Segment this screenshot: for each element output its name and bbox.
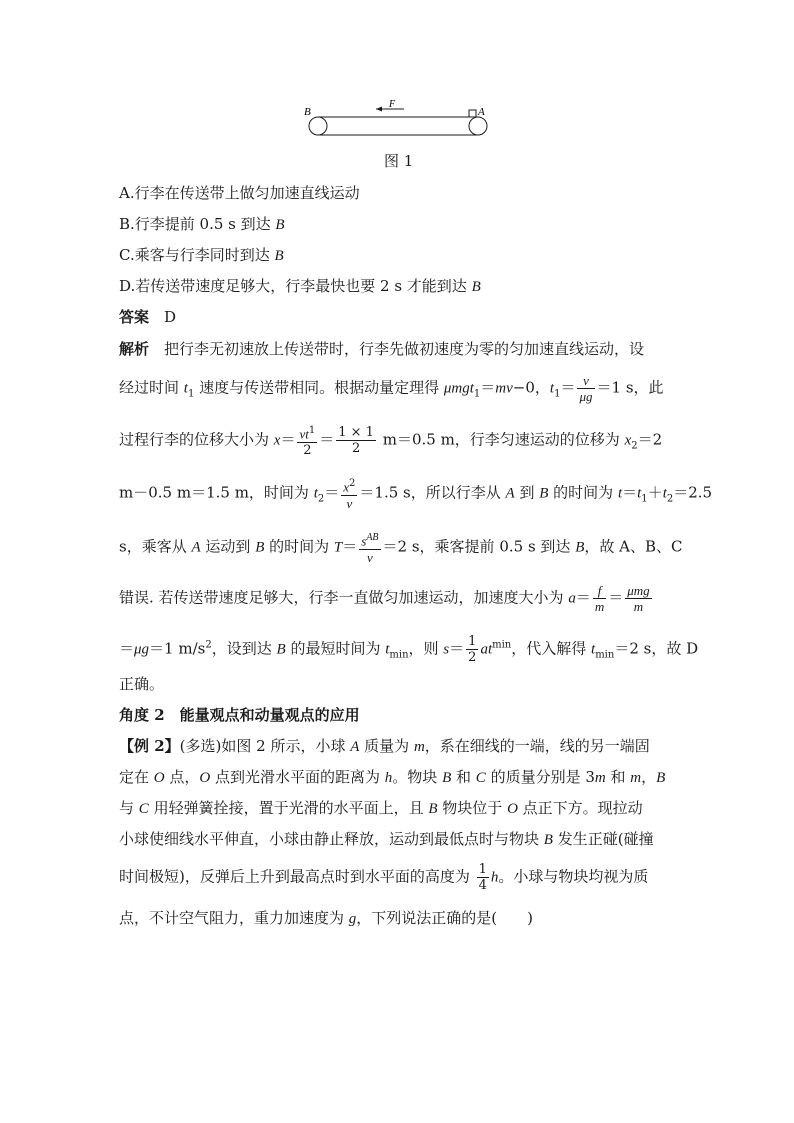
var-b: B [255, 539, 265, 556]
var-a: A [505, 485, 515, 502]
conveyor-belt-diagram [300, 98, 500, 148]
var-b: B [539, 485, 549, 502]
solution-text: 错误. 若传送带速度足够大，行李一直做匀加速运动，加速度大小为 [119, 588, 569, 607]
example-text: 和 [451, 768, 476, 786]
option-a-text: A.行李在传送带上做匀加速直线运动 [119, 184, 360, 202]
var-s: s [443, 641, 450, 658]
example-text: ，系在细线的一端，线的另一端固 [424, 737, 650, 755]
solution-line-3 [119, 423, 662, 458]
sub-1: 1 [554, 388, 561, 400]
sub-2: 2 [666, 493, 674, 505]
solution-text: −0， [512, 378, 550, 397]
solution-text: ，故 A、B、C [584, 537, 683, 556]
option-c [119, 244, 284, 265]
sub-min: min [389, 649, 409, 661]
solution-line-4 [119, 476, 712, 511]
solution-text: ＝ [449, 639, 465, 658]
option-d [119, 275, 481, 296]
example-line-3 [119, 797, 643, 818]
var-mumgt: μmgt [443, 380, 474, 397]
var-t: t [637, 485, 642, 502]
option-b-var: B [275, 217, 285, 233]
frac-den: v [341, 495, 357, 511]
solution-text: ＝2 s，乘客提前 0.5 s 到达 [382, 537, 576, 556]
option-b [119, 213, 285, 234]
var-x: x [624, 432, 632, 449]
frac-den: m [594, 599, 605, 614]
sub-min: min [595, 649, 615, 661]
solution-text: ，代入解得 [511, 639, 592, 658]
label-a: A [478, 106, 485, 118]
solution-text: ＋ [647, 483, 663, 502]
var-b: B [656, 770, 666, 786]
frac-num: f [597, 583, 602, 598]
solution-text: ＝2 [637, 430, 663, 449]
var-o: O [199, 770, 211, 786]
var-h: h [384, 770, 393, 786]
solution-text: m－0.5 m＝1.5 m，时间为 [119, 483, 314, 502]
example-text: 点， [164, 768, 200, 786]
solution-text: ＝2 s，故 D [614, 639, 699, 658]
frac-num: 1 [468, 634, 477, 649]
var-mug: μg [134, 641, 150, 658]
var-m: m [630, 770, 642, 786]
option-a [119, 182, 360, 203]
solution-text: 运动到 [200, 537, 256, 556]
solution-text: ＝ [280, 430, 296, 449]
fraction-1x1-over-2 [336, 425, 376, 456]
example-text: 点正下方。现拉动 [517, 799, 643, 817]
answer-label: 答案 [119, 308, 150, 326]
var-t: t [617, 485, 623, 502]
fraction-x2-over-v [341, 476, 357, 511]
pulley-right [469, 117, 487, 135]
fraction-sab-over-v [359, 530, 380, 565]
var-b: B [442, 770, 452, 786]
label-f: F [389, 99, 396, 110]
example-text: 物块位于 [437, 799, 508, 817]
solution-line-2 [119, 373, 664, 404]
solution-text: ＝1 m/s [149, 639, 206, 658]
solution-text: ＝ [608, 588, 624, 607]
frac-den: μg [579, 389, 593, 404]
answer-line [119, 306, 176, 327]
solution-text: s，乘客从 [119, 537, 192, 556]
var-x: x [343, 479, 350, 495]
example-text: 的质量分别是 3 [485, 768, 595, 786]
var-b: B [428, 801, 438, 817]
solution-text: ＝ [480, 378, 496, 397]
solution-text: ＝1.5 s，所以行李从 [359, 483, 506, 502]
solution-text: ＝ [575, 588, 591, 607]
fraction-half [466, 634, 478, 665]
solution-text: ＝1 s，此 [596, 378, 664, 397]
frac-num: 1 [478, 862, 487, 877]
solution-text: ＝2.5 [673, 483, 713, 502]
sub-2: 2 [631, 440, 638, 452]
frac-num: 1 × 1 [338, 425, 374, 441]
example-text: (多选)如图 2 所示，小球 [179, 737, 351, 755]
var-t: t [183, 380, 188, 397]
var-t: t [662, 485, 667, 502]
example-line-5 [119, 862, 648, 893]
option-c-text: C.乘客与行李同时到达 [119, 246, 275, 264]
var-a-lower: a [568, 590, 576, 607]
solution-text: ，设到达 [211, 639, 277, 658]
answer-value: D [164, 308, 177, 326]
example-text: 小球使细线水平伸直，小球由静止释放，运动到最低点时与物块 [119, 830, 544, 848]
solution-text: m＝0.5 m，行李匀速运动的位移为 [377, 430, 625, 449]
label-b: B [304, 106, 311, 118]
force-arrow-head [376, 107, 382, 112]
var-s: s [361, 533, 367, 549]
example-text: ，下列说法正确的是( ) [356, 909, 533, 927]
sub-1: 1 [187, 388, 195, 400]
example-text: ， [641, 768, 657, 786]
var-m: m [413, 739, 425, 755]
solution-text: 过程行李的位移大小为 [119, 430, 274, 449]
var-t: t [549, 380, 555, 397]
fraction-f-over-m [593, 583, 606, 614]
solution-text: 经过时间 [119, 378, 184, 397]
var-g: g [348, 911, 357, 927]
example-text: 。小球与物块均视为质 [498, 867, 649, 886]
frac-den: v [359, 549, 380, 565]
solution-text: 的最短时间为 [285, 639, 386, 658]
var-o: O [507, 801, 518, 817]
example-text: 时间极短)，反弹后上升到最高点时到水平面的高度为 [119, 867, 475, 886]
option-d-text: D.若传送带速度足够大，行李最快也要 2 s 才能到达 [119, 277, 472, 295]
sup-2: 2 [349, 478, 356, 489]
example-text: 。物块 [392, 768, 443, 786]
var-x: x [273, 432, 281, 449]
frac-num [341, 476, 357, 495]
option-b-text: B.行李提前 0.5 s 到达 [119, 215, 276, 233]
solution-text: ＝ [119, 639, 135, 658]
luggage-box [469, 110, 476, 117]
frac-num [359, 530, 380, 549]
var-c: C [475, 770, 486, 786]
fraction-mumg-over-m [625, 583, 651, 614]
frac-den: 2 [468, 650, 477, 665]
frac-den: 2 [297, 442, 317, 458]
option-c-var: B [274, 248, 284, 264]
option-d-var: B [471, 279, 481, 295]
example-text: 定在 [119, 768, 154, 786]
var-m: m [594, 770, 606, 786]
var-b: B [276, 641, 286, 658]
solution-text: ＝ [622, 483, 638, 502]
frac-num: μmg [627, 583, 650, 598]
section-heading: 角度 2 能量观点和动量观点的应用 [119, 706, 360, 724]
example-text: 用轻弹簧拴接，置于光滑的水平面上，且 [148, 799, 429, 817]
fraction-v-over-mug [577, 373, 594, 404]
solution-text: ＝ [342, 537, 358, 556]
var-t: t [313, 485, 318, 502]
var-t: t [385, 641, 390, 658]
sub-2: 2 [317, 493, 325, 505]
sup-2: 2 [205, 639, 212, 651]
fraction-vt-over-2 [297, 423, 317, 458]
sup-ab: AB [366, 532, 379, 543]
solution-line-7 [119, 634, 698, 665]
solution-text: ＝ [319, 430, 335, 449]
frac-den: 2 [336, 440, 376, 456]
solution-text: 速度与传送带相同。根据动量定理得 [194, 378, 444, 397]
example-text: 发生正碰(碰撞 [552, 830, 654, 848]
example-tag: 【例 2】 [119, 737, 180, 755]
var-a: A [191, 539, 201, 556]
var-b: B [575, 539, 585, 556]
var-c: C [138, 801, 149, 817]
example-line-1 [119, 735, 650, 756]
solution-text: 的时间为 [264, 537, 334, 556]
var-mv: mv [495, 380, 513, 397]
var-a: A [350, 739, 360, 755]
var-o: O [153, 770, 165, 786]
example-line-4 [119, 828, 654, 849]
sub-1: 1 [641, 493, 648, 505]
solution-line-1 [119, 338, 644, 359]
solution-text: ，则 [408, 639, 444, 658]
example-line-6 [119, 907, 533, 928]
frac-num [297, 423, 317, 442]
solution-line-5 [119, 530, 682, 565]
var-b: B [543, 832, 553, 848]
var-at: at [480, 641, 493, 658]
var-t: t [591, 641, 596, 658]
frac-den: 4 [478, 878, 487, 893]
solution-text: 正确。 [119, 675, 165, 693]
var-h: h [490, 869, 499, 886]
figure-1-caption: 图 1 [384, 152, 414, 170]
example-text: 质量为 [359, 737, 414, 755]
example-text: 与 [119, 799, 139, 817]
var-t-cap: T [333, 539, 343, 556]
figure-1-conveyor [300, 98, 500, 148]
solution-label: 解析 [119, 340, 150, 358]
solution-text: ＝ [324, 483, 340, 502]
example-text: 和 [605, 768, 631, 786]
solution-line-8 [119, 673, 164, 694]
fraction-quarter [477, 862, 489, 893]
pulley-left [309, 117, 327, 135]
solution-text: ＝ [560, 378, 576, 397]
sup-1: 1 [308, 425, 316, 436]
example-text: 点到光滑水平面的距离为 [210, 768, 385, 786]
var-vt: vt [299, 426, 309, 442]
sub-1: 1 [473, 388, 481, 400]
solution-text: 到 [514, 483, 540, 502]
example-text: 点，不计空气阻力，重力加速度为 [119, 909, 349, 927]
example-line-2 [119, 766, 665, 787]
solution-text: 把行李无初速放上传送带时，行李先做初速度为零的匀加速直线运动，设 [164, 340, 645, 358]
sup-min: min [492, 639, 512, 651]
solution-line-6 [119, 583, 654, 614]
frac-den: m [625, 598, 651, 614]
frac-num: v [583, 373, 589, 388]
solution-text: 的时间为 [548, 483, 618, 502]
